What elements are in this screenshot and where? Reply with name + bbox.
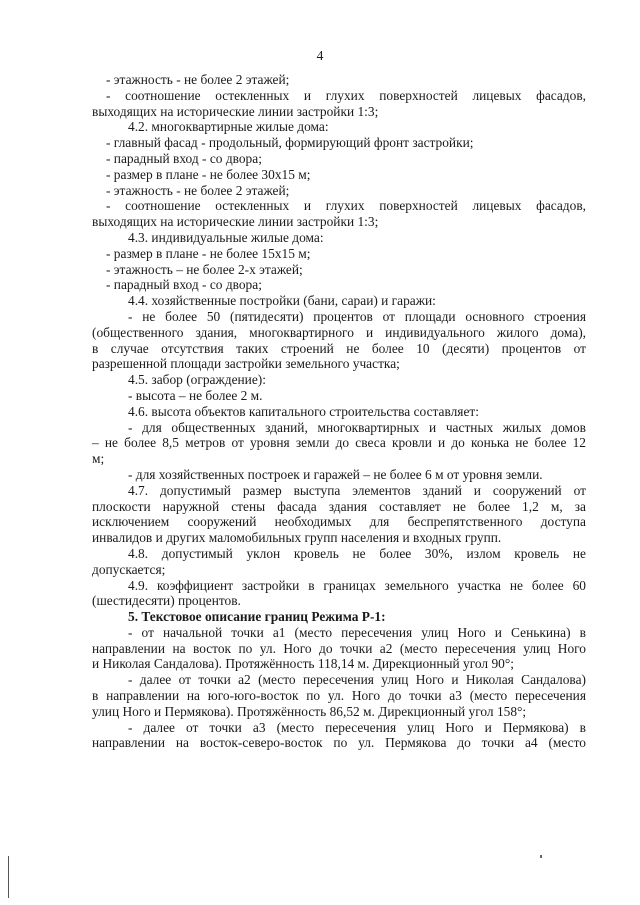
- text-line: выходящих на исторические линии застройки 1:3;: [92, 103, 379, 119]
- text-line: м;: [92, 451, 105, 467]
- text-line: - для хозяйственных построек и гаражей – не более 6 м от уровня земли.: [128, 466, 543, 482]
- text-line: 4.8. допустимый уклон кровель не более 30%, излом кровель не: [128, 545, 586, 561]
- text-line: исключением сооружений необходимых для беспрепятственного доступа: [92, 514, 586, 530]
- text-line: - далее от точки а2 (место пересечения улиц Ного и Николая Сандалова): [128, 672, 586, 688]
- text-line: плоскости наружной стены фасада здания составляет не более 1,2 м, за: [92, 498, 586, 514]
- text-line: и Николая Сандалова). Протяжённость 118,14 м. Дирекционный угол 90°;: [92, 656, 514, 672]
- text-line: выходящих на исторические линии застройки 1:3;: [92, 214, 379, 230]
- text-line: - главный фасад - продольный, формирующий фронт застройки;: [106, 135, 474, 151]
- text-line: - этажность - не более 2 этажей;: [106, 182, 290, 198]
- margin-scan-mark: [8, 856, 9, 898]
- text-line: - далее от точки а3 (место пересечения улиц Ного и Пермякова) в: [128, 719, 586, 735]
- text-line: 4.4. хозяйственные постройки (бани, сараи) и гаражи:: [128, 293, 436, 309]
- text-line: 4.7. допустимый размер выступа элементов зданий и сооружений от: [128, 482, 586, 498]
- text-line: - соотношение остекленных и глухих поверхностей лицевых фасадов,: [106, 87, 586, 103]
- text-line: - этажность – не более 2-х этажей;: [106, 261, 303, 277]
- text-line: - не более 50 (пятидесяти) процентов от площади основного строения: [128, 308, 586, 324]
- text-line: - размер в плане - не более 30х15 м;: [106, 166, 311, 182]
- text-line: направлении на восток-северо-восток по ул. Пермякова до точки а4 (место: [92, 735, 586, 751]
- text-line: инвалидов и других маломобильных групп населения и входных групп.: [92, 530, 502, 546]
- text-line: (шестидесяти) процентов.: [92, 593, 241, 609]
- text-line: 4.2. многоквартирные жилые дома:: [128, 119, 329, 135]
- text-line: - высота – не более 2 м.: [128, 387, 263, 403]
- text-line: разрешенной площади застройки земельного участка;: [92, 356, 400, 372]
- text-line: - размер в плане - не более 15х15 м;: [106, 245, 311, 261]
- text-line: - соотношение остекленных и глухих поверхностей лицевых фасадов,: [106, 198, 586, 214]
- text-line: в случае отсутствия таких строений не более 10 (десяти) процентов от: [92, 340, 586, 356]
- body-text: [92, 72, 586, 751]
- text-line: 4.3. индивидуальные жилые дома:: [128, 229, 324, 245]
- text-line: - парадный вход - со двора;: [106, 150, 262, 166]
- text-line: 4.6. высота объектов капитального строительства составляет:: [128, 403, 479, 419]
- text-line: (общественного здания, многоквартирного и индивидуального жилого дома),: [92, 324, 586, 340]
- page-number: 4: [316, 48, 324, 63]
- text-line: 4.5. забор (ограждение):: [128, 372, 266, 388]
- text-line: в направлении на юго-юго-восток по ул. Ного до точки а3 (место пересечения: [92, 688, 586, 704]
- text-line: - этажность - не более 2 этажей;: [106, 72, 290, 87]
- text-line: – не более 8,5 метров от уровня земли до свеса кровли и до конька не более 12: [92, 435, 586, 451]
- text-line: - от начальной точки а1 (место пересечения улиц Ного и Сенькина) в: [128, 624, 586, 640]
- scan-speck: [540, 855, 542, 858]
- text-line: - парадный вход - со двора;: [106, 277, 262, 293]
- text-line: направлении на восток по ул. Ного до точки а2 (место пересечения улиц Ного: [92, 640, 586, 656]
- text-line: улиц Ного и Пермякова). Протяжённость 86,52 м. Дирекционный угол 158°;: [92, 703, 527, 719]
- text-line: 5. Текстовое описание границ Режима Р-1:: [128, 609, 386, 625]
- text-line: 4.9. коэффициент застройки в границах земельного участка не более 60: [128, 577, 586, 593]
- text-line: - для общественных зданий, многоквартирных и частных жилых домов: [128, 419, 586, 435]
- text-line: допускается;: [92, 561, 166, 577]
